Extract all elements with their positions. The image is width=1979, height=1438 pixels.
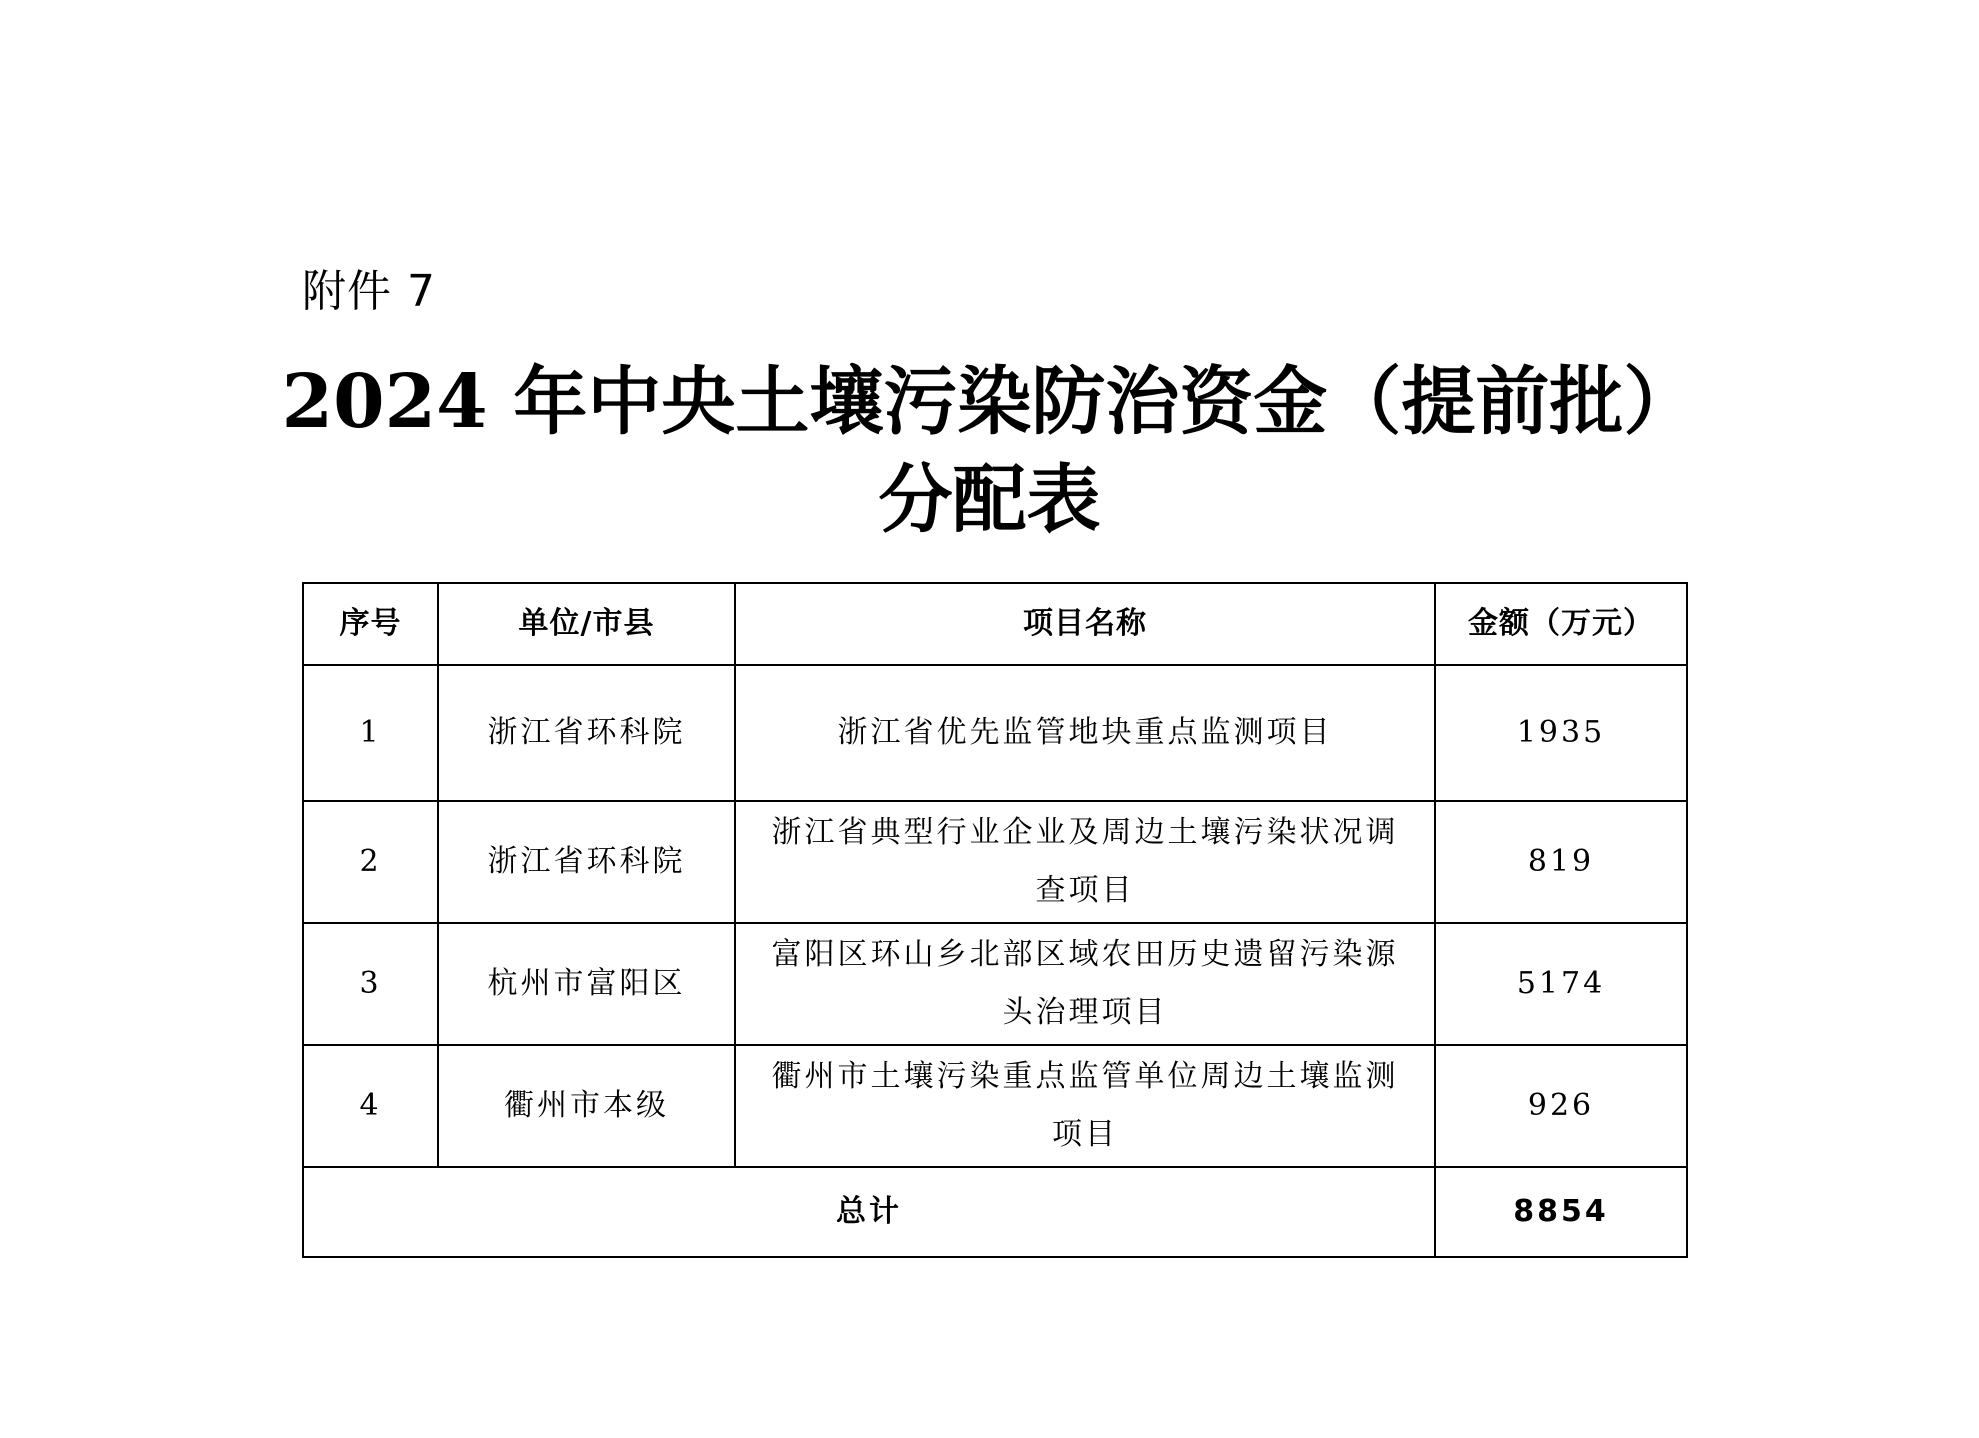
row-amount: 5174 — [1435, 923, 1687, 1045]
row-unit: 杭州市富阳区 — [438, 923, 735, 1045]
table-row — [303, 665, 1687, 801]
row-amount: 1935 — [1435, 665, 1687, 801]
attachment-label: 附件 7 — [302, 266, 436, 317]
header-project: 项目名称 — [735, 583, 1435, 665]
row-unit: 浙江省环科院 — [438, 801, 735, 923]
allocation-table — [302, 582, 1688, 1258]
row-project: 浙江省优先监管地块重点监测项目 — [735, 665, 1435, 801]
row-unit: 浙江省环科院 — [438, 665, 735, 801]
table-row — [303, 1045, 1687, 1167]
table-row — [303, 801, 1687, 923]
row-index: 1 — [303, 665, 438, 801]
row-project: 浙江省典型行业企业及周边土壤污染状况调查项目 — [735, 801, 1435, 923]
header-amount: 金额（万元） — [1435, 583, 1687, 665]
total-amount: 8854 — [1435, 1167, 1687, 1257]
row-amount: 926 — [1435, 1045, 1687, 1167]
header-unit: 单位/市县 — [438, 583, 735, 665]
row-amount: 819 — [1435, 801, 1687, 923]
row-project: 富阳区环山乡北部区域农田历史遗留污染源头治理项目 — [735, 923, 1435, 1045]
row-index: 2 — [303, 801, 438, 923]
table-header-row — [303, 583, 1687, 665]
row-index: 3 — [303, 923, 438, 1045]
total-label: 总计 — [303, 1167, 1435, 1257]
row-unit: 衢州市本级 — [438, 1045, 735, 1167]
table-total-row — [303, 1167, 1687, 1257]
document-title-line2: 分配表 — [878, 457, 1101, 543]
table-row — [303, 923, 1687, 1045]
document-title: 2024 年中央土壤污染防治资金（提前批） — [281, 359, 1698, 445]
header-index: 序号 — [303, 583, 438, 665]
row-index: 4 — [303, 1045, 438, 1167]
row-project: 衢州市土壤污染重点监管单位周边土壤监测项目 — [735, 1045, 1435, 1167]
